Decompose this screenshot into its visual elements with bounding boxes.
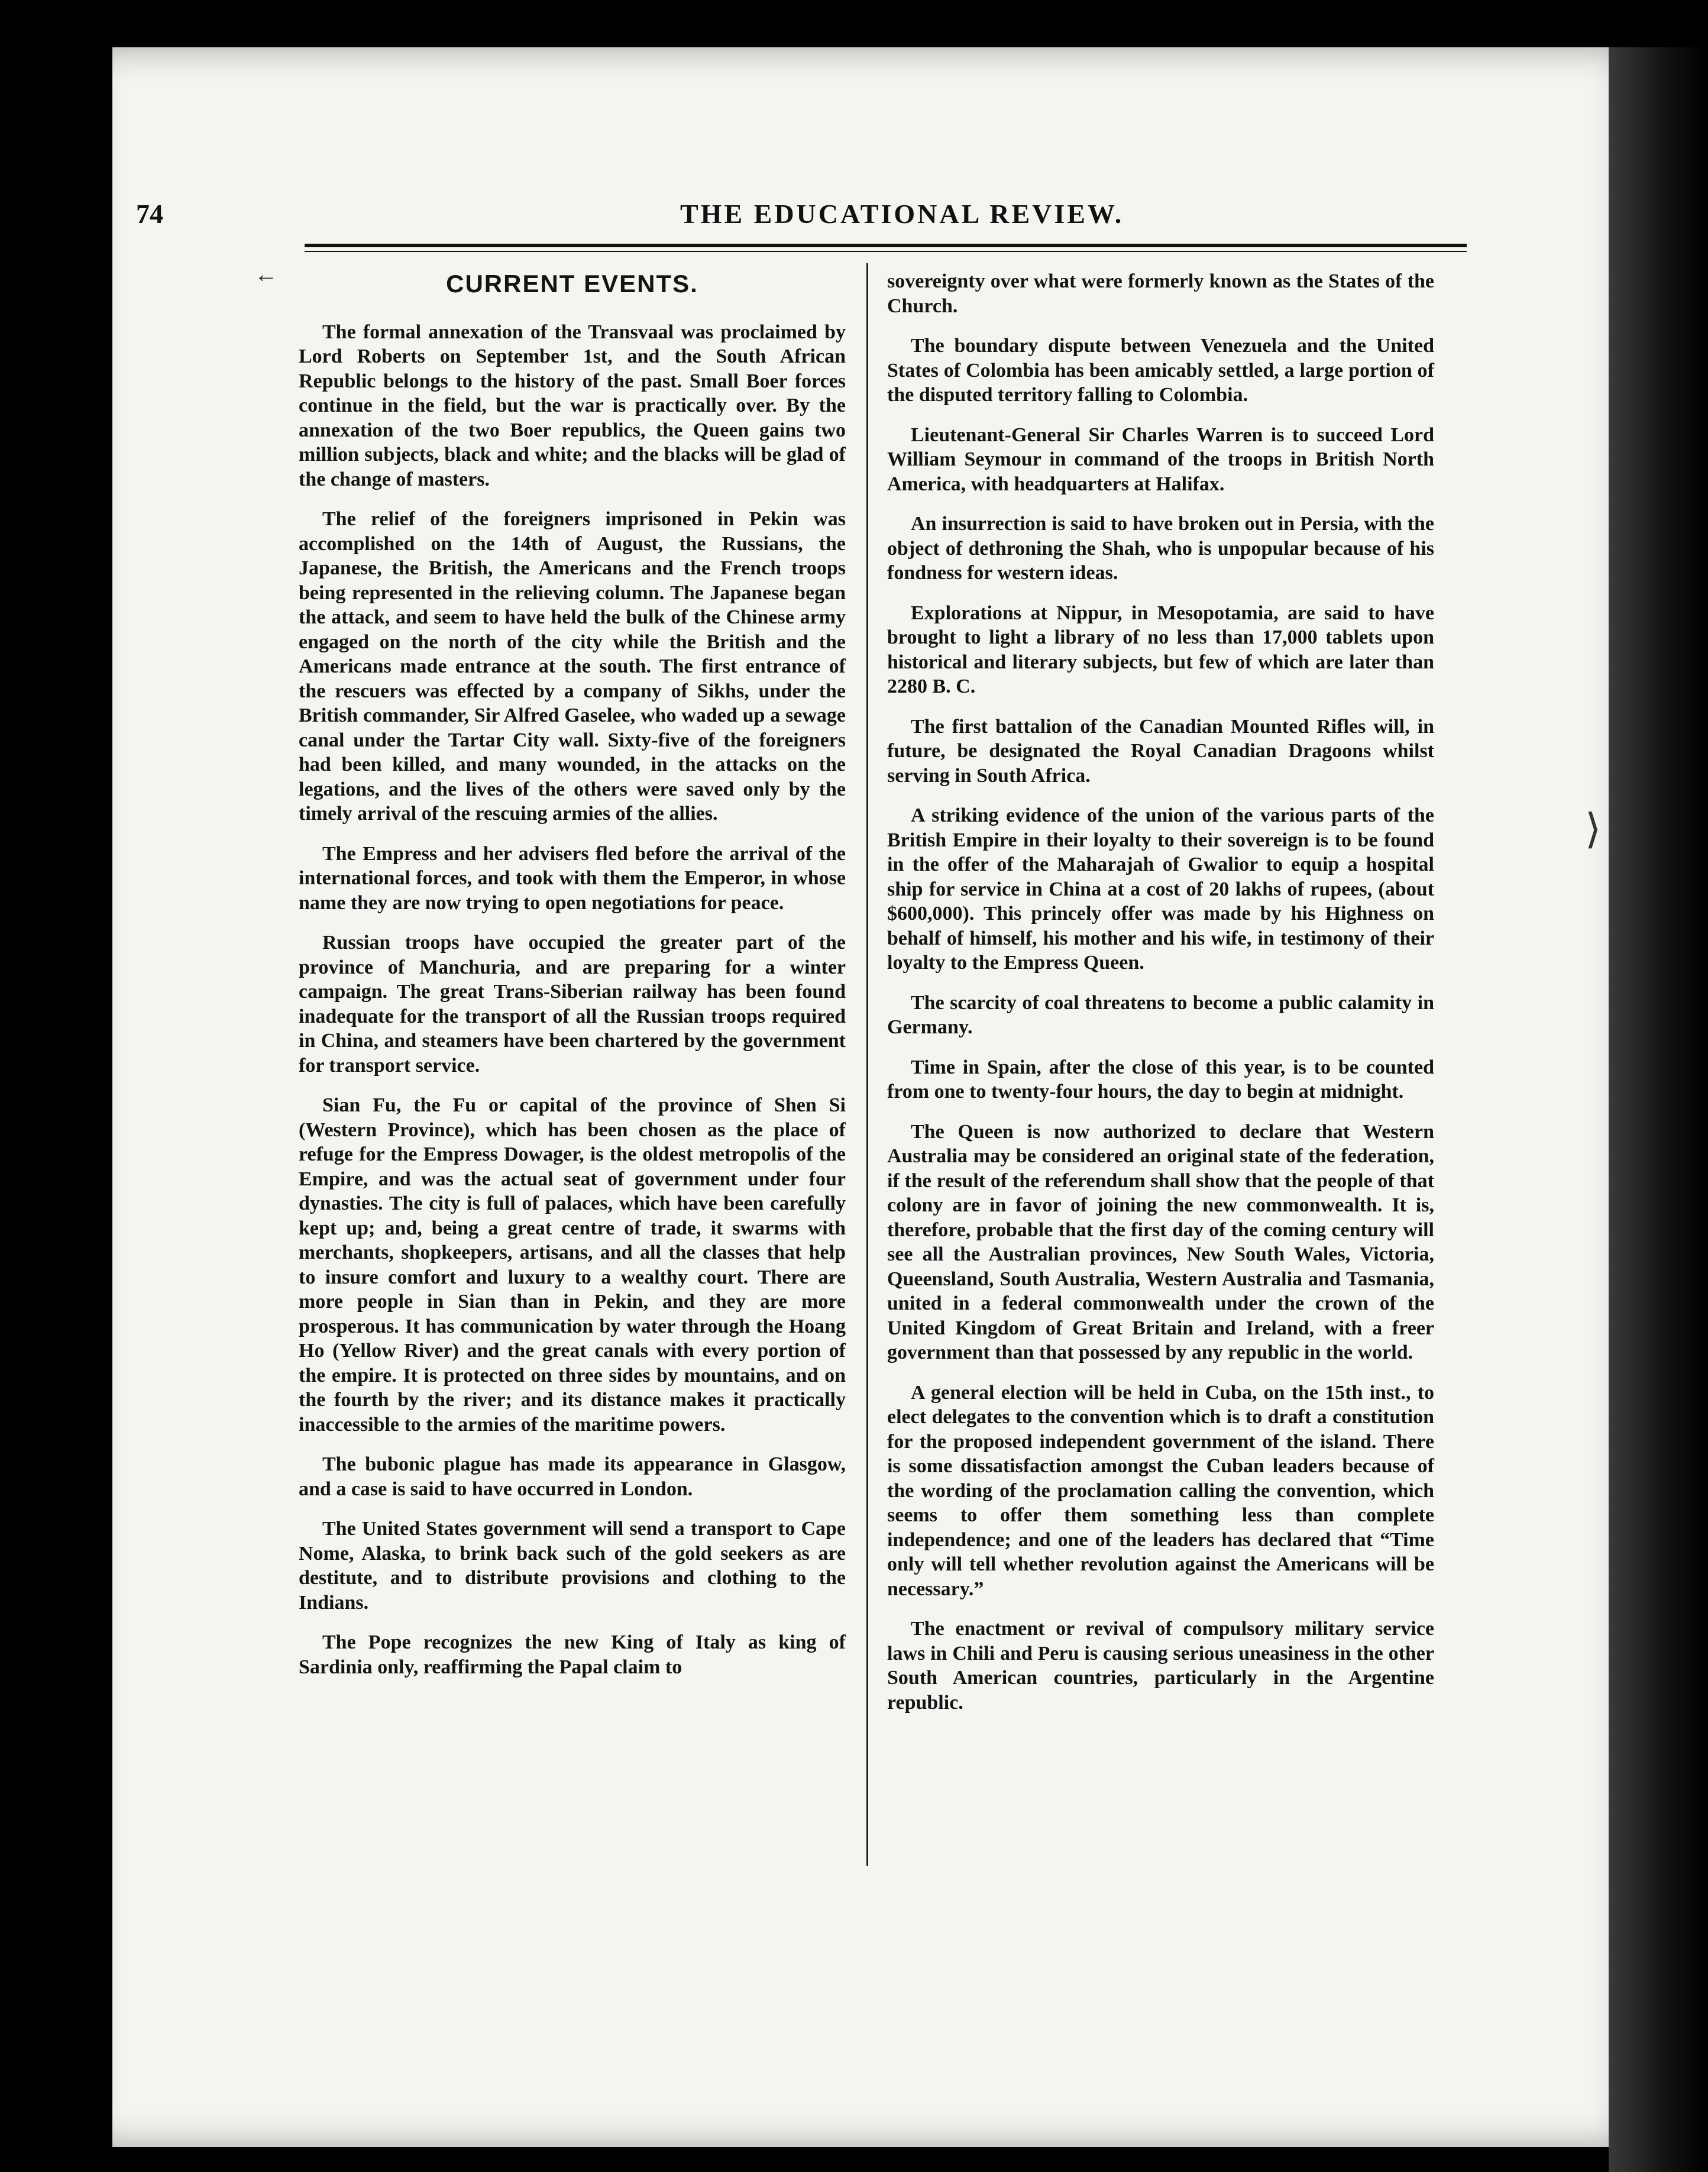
- margin-mark-bracket: ⟩: [1585, 807, 1602, 852]
- paragraph-spain: Time in Spain, after the close of this year, is to be counted from one to twenty-four hours, the day to begin at midnight.: [887, 1056, 1434, 1103]
- column-divider: [866, 263, 868, 1866]
- paragraph-australia: The Queen is now authorized to declare that Western Australia may be considered an original state of the federation, if the result of the referendum shall show that the people of that colony are in favor of joining the new commonwealth. It is, therefore, probable that the first day of the coming century will see all the Australian provinces, New South Wales, Victoria, Queensland, South Australia, Western Australia and Tasmania, united in a federal commonwealth under the crown of the United Kingdom of Great Britain and Ireland, with a freer government than that possessed by any republic in the world.: [887, 1120, 1434, 1363]
- paragraph-persia: An insurrection is said to have broken out in Persia, with the object of dethroning the Shah, who is unpopular because of his fondness for western ideas.: [887, 513, 1434, 584]
- paragraph-pope: The Pope recognizes the new King of Italy as king of Sardinia only, reaffirming the Papal claim to: [299, 1631, 846, 1678]
- right-column: [887, 269, 1434, 1730]
- margin-mark-arrow: ←: [254, 261, 278, 287]
- paragraph-chili-peru: The enactment or revival of compulsory military service laws in Chili and Peru is causing serious uneasiness in the other South American countries, particularly in the Argentine republic.: [887, 1618, 1434, 1714]
- left-column: [299, 269, 846, 1695]
- scan-border-top: [0, 0, 1708, 47]
- header-rule-thin: [305, 251, 1467, 252]
- scan-border-right: [1609, 47, 1708, 2172]
- running-title: THE EDUCATIONAL REVIEW.: [680, 199, 1124, 229]
- paragraph-transvaal: The formal annexation of the Transvaal was proclaimed by Lord Roberts on September 1st, and the South African Republic belongs to the history of the past. Small Boer forces continue in the field, but the war is practically over. By the annexation of the two Boer republics, the Queen gains two million subjects, black and white; and the blacks will be glad of the change of masters.: [299, 321, 846, 490]
- paragraph-coal: The scarcity of coal threatens to become a public calamity in Germany.: [887, 991, 1434, 1038]
- paragraph-warren: Lieutenant-General Sir Charles Warren is to succeed Lord William Seymour in command of the troops in British North America, with headquarters at Halifax.: [887, 424, 1434, 495]
- section-title: CURRENT EVENTS.: [446, 270, 698, 298]
- paragraph-nippur: Explorations at Nippur, in Mesopotamia, are said to have brought to light a library of no less than 17,000 tablets upon historical and literary subjects, but few of which are later than 2280 B. C.: [887, 602, 1434, 697]
- paragraph-venezuela: The boundary dispute between Venezuela and the United States of Colombia has been amicably settled, a large portion of the disputed territory falling to Colombia.: [887, 335, 1434, 406]
- paragraph-gwalior: A striking evidence of the union of the various parts of the British Empire in their loyalty to their sovereign is to be found in the offer of the Maharajah of Gwalior to equip a hospital ship for service in China at a cost of 20 lakhs of rupees, (about $600,000). This princely offer was made by his Highness on behalf of himself, his mother and his wife, in testimony of their loyalty to the Empress Queen.: [887, 804, 1434, 974]
- paragraph-cuba: A general election will be held in Cuba, on the 15th inst., to elect delegates to the convention which is to draft a constitution for the proposed independent government of the island. There is some dissatisfaction amongst the Cuban leaders because of the wording of the proclamation calling the convention, which seems to offer them something less than complete independence; and one of the leaders has declared that “Time only will tell whether revolution against the Americans will be necessary.”: [887, 1381, 1434, 1600]
- paragraph-cape-nome: The United States government will send a transport to Cape Nome, Alaska, to brink back such of the gold seekers as are destitute, and to distribute provisions and clothing to the Indians.: [299, 1518, 846, 1614]
- paragraph-sian-fu: Sian Fu, the Fu or capital of the province of Shen Si (Western Province), which has been chosen as the place of refuge for the Empress Dowager, is the oldest metropolis of the Empire, and was the actual seat of government under four dynasties. The city is full of palaces, which have been carefully kept up; and, being a great centre of trade, it swarms with merchants, shopkeepers, artisans, and all the classes that help to insure comfort and luxury to a wealthy court. There are more people in Sian than in Pekin, and they are more prosperous. It has communication by water through the Hoang Ho (Yellow River) and the great canals with every portion of the empire. It is protected on three sides by mountains, and on the fourth by the river; and its distance makes it practically inaccessible to the armies of the maritime powers.: [299, 1094, 846, 1436]
- page-number: 74: [136, 199, 163, 229]
- paragraph-manchuria: Russian troops have occupied the greater part of the province of Manchuria, and are preparing for a winter campaign. The great Trans-Siberian railway has been found inadequate for the transport of all the Russian troops required in China, and steamers have been chartered by the government for transport service.: [299, 932, 846, 1077]
- paragraph-continuation: sovereignty over what were formerly known as the States of the Church.: [887, 270, 1434, 317]
- paragraph-pekin-relief: The relief of the foreigners imprisoned in Pekin was accomplished on the 14th of August, the Russians, the Japanese, the British, the Americans and the French troops being represented in the relieving column. The Japanese began the attack, and seem to have held the bulk of the Chinese army engaged on the north of the city while the British and the Americans made entrance at the south. The first entrance of the rescuers was effected by a company of Sikhs, under the British commander, Sir Alfred Gaselee, who waded up a sewage canal under the Tartar City wall. Sixty-five of the foreigners had been killed, and many wounded, in the attacks on the legations, and the lives of the others were saved only by the timely arrival of the rescuing armies of the allies.: [299, 508, 846, 825]
- paragraph-plague: The bubonic plague has made its appearance in Glasgow, and a case is said to have occurred in London.: [299, 1453, 846, 1500]
- paragraph-rifles: The first battalion of the Canadian Mounted Rifles will, in future, be designated the Royal Canadian Dragoons whilst serving in South Africa.: [887, 715, 1434, 787]
- paragraph-empress: The Empress and her advisers fled before the arrival of the international forces, and took with them the Emperor, in whose name they are now trying to open negotiations for peace.: [299, 842, 846, 914]
- header-rule: [305, 244, 1467, 247]
